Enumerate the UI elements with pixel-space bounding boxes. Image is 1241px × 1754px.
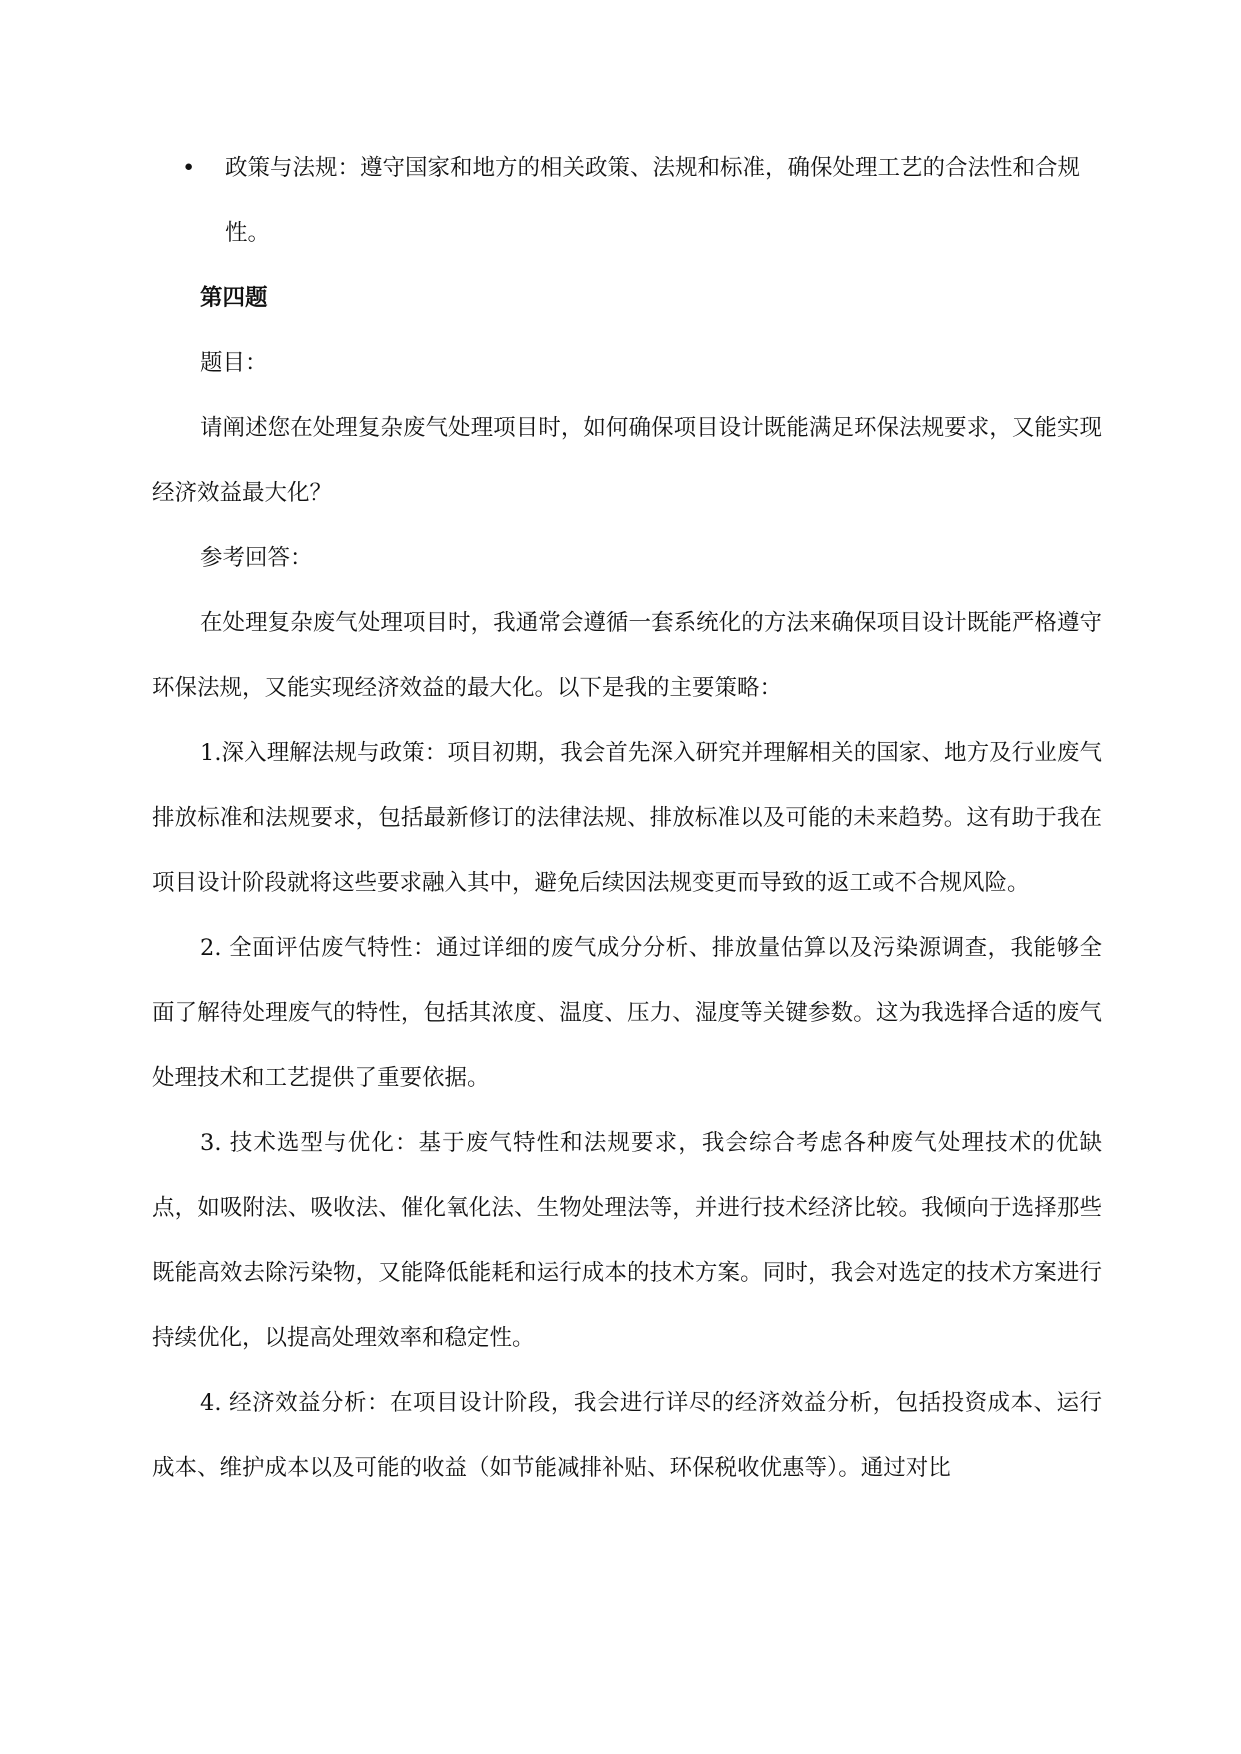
document-body bbox=[152, 136, 1102, 1501]
bullet-item-text: 政策与法规：遵守国家和地方的相关政策、法规和标准，确保处理工艺的合法性和合规性。 bbox=[225, 155, 1081, 246]
question-text: 请阐述您在处理复杂废气处理项目时，如何确保项目设计既能满足环保法规要求，又能实现经济效益最大化？ bbox=[152, 415, 1102, 506]
answer-intro: 在处理复杂废气处理项目时，我通常会遵循一套系统化的方法来确保项目设计既能严格遵守环保法规，又能实现经济效益的最大化。以下是我的主要策略： bbox=[152, 610, 1102, 701]
strategy-paragraph: 1.深入理解法规与政策：项目初期，我会首先深入研究并理解相关的国家、地方及行业废气排放标准和法规要求，包括最新修订的法律法规、排放标准以及可能的未来趋势。这有助于我在项目设计阶段就将这些要求融入其中，避免后续因法规变更而导致的返工或不合规风险。 bbox=[152, 740, 1102, 896]
section-heading: 第四题 bbox=[200, 285, 268, 311]
answer-label: 参考回答： bbox=[200, 545, 313, 571]
strategy-paragraph: 4. 经济效益分析：在项目设计阶段，我会进行详尽的经济效益分析，包括投资成本、运行成本、维护成本以及可能的收益（如节能减排补贴、环保税收优惠等）。通过对比 bbox=[152, 1390, 1102, 1481]
bullet-item-policy bbox=[152, 136, 1102, 266]
question-label: 题目： bbox=[200, 350, 268, 376]
strategy-paragraph: 2. 全面评估废气特性：通过详细的废气成分分析、排放量估算以及污染源调查，我能够全面了解待处理废气的特性，包括其浓度、温度、压力、湿度等关键参数。这为我选择合适的废气处理技术和工艺提供了重要依据。 bbox=[152, 935, 1102, 1091]
strategy-paragraph: 3. 技术选型与优化：基于废气特性和法规要求，我会综合考虑各种废气处理技术的优缺点，如吸附法、吸收法、催化氧化法、生物处理法等，并进行技术经济比较。我倾向于选择那些既能高效去除污染物，又能降低能耗和运行成本的技术方案。同时，我会对选定的技术方案进行持续优化，以提高处理效率和稳定性。 bbox=[152, 1130, 1102, 1351]
bullet-dot-icon: • bbox=[182, 155, 196, 181]
